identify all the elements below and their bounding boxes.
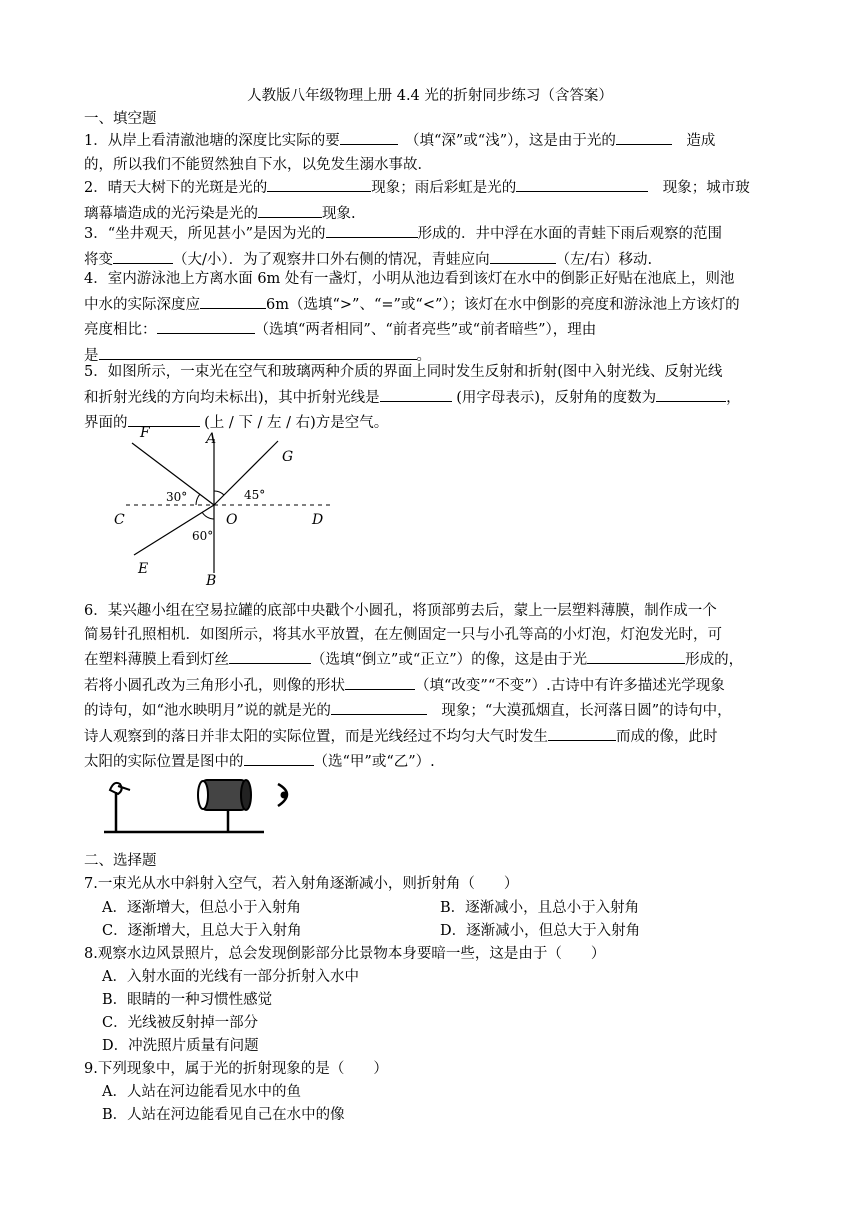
answer-blank[interactable] <box>326 221 418 238</box>
label-F: F <box>140 425 150 441</box>
q6-text: 简易针孔照相机．如图所示，将其水平放置，在左侧固定一只与小孔等高的小灯泡，灯泡发光时，可 <box>84 626 722 643</box>
section-fill-blank-heading: 一、填空题 <box>84 111 157 127</box>
q4-text: 4．室内游泳池上方离水面 6m 处有一盏灯，小明从池边看到该灯在水中的倒影正好贴在池底上，则池 <box>84 271 735 287</box>
question-1 <box>84 128 776 177</box>
q5-text: (用字母表示)，反射角的度数为 <box>456 389 657 406</box>
question-6 <box>84 600 776 775</box>
question-7-stem: 7.一束光从水中斜射入空气，若入射角逐渐减小，则折射角（ ） <box>84 876 519 892</box>
q4-text: 亮度相比： <box>84 322 157 338</box>
angle-60-label: 60° <box>192 529 214 543</box>
option-8B[interactable]: B．眼睛的一种习惯性感觉 <box>102 992 273 1008</box>
q6-text: 诗人观察到的落日并非太阳的实际位置，而是光线经过不均匀大气时发生 <box>84 728 548 745</box>
question-3 <box>84 221 776 272</box>
angle-arc-45 <box>214 491 224 495</box>
q3-text: 3．“坐井观天，所见甚小”是因为光的 <box>84 226 326 242</box>
option-7A[interactable]: A．逐渐增大，但总小于入射角 <box>102 900 301 916</box>
can-film-end <box>241 780 251 810</box>
q6-text: 太阳的实际位置是图中的 <box>84 754 244 770</box>
option-9B[interactable]: B．人站在河边能看见自己在水中的像 <box>102 1107 345 1123</box>
q6-text: （选“甲”或“乙”）. <box>313 754 435 770</box>
question-8-stem: 8.观察水边风景照片，总会发现倒影部分比景物本身要暗一些，这是由于（ ） <box>84 946 606 962</box>
option-8C[interactable]: C．光线被反射掉一部分 <box>102 1015 259 1031</box>
label-E: E <box>138 561 149 577</box>
q2-text: 现象；雨后彩虹是光的 <box>371 180 517 196</box>
answer-blank[interactable] <box>157 317 255 334</box>
question-4 <box>84 268 776 368</box>
pinhole-camera-figure <box>100 768 310 840</box>
q6-text: （填“改变”“不变”）.古诗中有许多描述光学现象 <box>415 677 725 694</box>
answer-blank[interactable] <box>548 724 616 741</box>
q4-text: 中水的实际深度应 <box>84 296 200 313</box>
q3-text: （左/右）移动. <box>555 251 653 268</box>
answer-blank[interactable] <box>587 647 685 664</box>
answer-blank[interactable] <box>200 292 266 309</box>
q2-text: 现象. <box>322 205 356 222</box>
q4-text: 。 <box>416 347 431 364</box>
answer-blank[interactable] <box>656 385 726 402</box>
refraction-diagram <box>108 425 338 590</box>
answer-blank[interactable] <box>258 201 322 218</box>
answer-blank[interactable] <box>113 247 173 264</box>
answer-blank[interactable] <box>380 385 452 402</box>
q4-text: 是 <box>84 347 99 364</box>
answer-blank[interactable] <box>490 247 556 264</box>
option-7C[interactable]: C．逐渐增大，且总大于入射角 <box>102 923 302 939</box>
can-bottom-pinhole <box>198 781 208 809</box>
answer-blank[interactable] <box>340 128 398 145</box>
q3-text: 形成的．井中浮在水面的青蛙下雨后观察的范围 <box>417 226 723 242</box>
q4-text: （选填“两者相同”、“前者亮些”或“前者暗些”），理由 <box>254 322 597 338</box>
angle-30-label: 30° <box>166 490 188 504</box>
label-C: C <box>114 512 125 528</box>
q6-text: 6．某兴趣小组在空易拉罐的底部中央戳个小圆孔，将顶部剪去后，蒙上一层塑料薄膜，制作成一个 <box>84 603 717 619</box>
answer-blank[interactable] <box>345 673 415 690</box>
q5-text: 和折射光线的方向均未标出)，其中折射光线是 <box>84 389 380 406</box>
angle-45-label: 45° <box>244 488 266 502</box>
label-D: D <box>312 512 324 528</box>
label-B: B <box>206 573 217 589</box>
q5-text: 界面的 <box>84 415 128 431</box>
option-8D[interactable]: D．冲洗照片质量有问题 <box>102 1038 259 1054</box>
section-choice-heading: 二、选择题 <box>84 853 157 869</box>
answer-blank[interactable] <box>99 343 417 360</box>
q6-text: 形成的， <box>685 652 744 668</box>
answer-blank[interactable] <box>244 749 314 766</box>
q1-text: 的，所以我们不能贸然独自下水，以免发生溺水事故． <box>84 156 432 173</box>
q6-text: 在塑料薄膜上看到灯丝 <box>84 652 229 668</box>
label-A: A <box>206 431 217 447</box>
q6-text: 而成的像，此时 <box>616 728 718 745</box>
answer-blank[interactable] <box>229 647 311 664</box>
q6-text: 若将小圆孔改为三角形小孔，则像的形状 <box>84 677 345 694</box>
q2-text: 现象；城市玻 <box>662 180 750 196</box>
option-8A[interactable]: A．入射水面的光线有一部分折射入水中 <box>102 969 359 985</box>
q5-text: ， <box>726 389 741 406</box>
q1-text: 1．从岸上看清澈池塘的深度比实际的要 <box>84 133 340 149</box>
angle-arc-30 <box>196 494 200 505</box>
option-7B[interactable]: B．逐渐减小，且总小于入射角 <box>440 900 640 916</box>
answer-blank[interactable] <box>331 698 427 715</box>
q2-text: 璃幕墙造成的光污染是光的 <box>84 205 258 222</box>
q1-text: （填“深”或“浅”），这是由于光的 <box>412 133 616 149</box>
option-9A[interactable]: A．人站在河边能看见水中的鱼 <box>102 1084 301 1100</box>
q4-text: 6m（选填“>”、“=”或“<”）；该灯在水中倒影的亮度和游泳池上方该灯的 <box>266 296 740 313</box>
q5-text: (上 / 下 / 左 / 右)方是空气。 <box>204 415 389 431</box>
q6-text: （选填“倒立”或“正立”）的像，这是由于光 <box>311 652 588 668</box>
page-title: 人教版八年级物理上册 4.4 光的折射同步练习（含答案） <box>247 88 613 104</box>
label-O: O <box>226 512 238 528</box>
q2-text: 2．晴天大树下的光斑是光的 <box>84 180 268 196</box>
q1-text: 造成 <box>686 133 716 149</box>
angle-arc-60 <box>202 512 214 519</box>
answer-blank[interactable] <box>616 128 672 145</box>
label-G: G <box>282 449 294 465</box>
answer-blank[interactable] <box>516 175 648 192</box>
q5-text: 5．如图所示，一束光在空气和玻璃两种介质的界面上同时发生反射和折射(图中入射光线、反射光线 <box>84 364 723 380</box>
question-9-stem: 9.下列现象中，属于光的折射现象的是（ ） <box>84 1061 388 1077</box>
question-2 <box>84 175 776 226</box>
q3-text: 将变 <box>84 251 113 268</box>
answer-blank[interactable] <box>267 175 371 192</box>
q6-text: 现象；“大漠孤烟直，长河落日圆”的诗句中， <box>441 703 732 719</box>
bulb-filament <box>118 786 130 790</box>
option-7D[interactable]: D．逐渐减小，但总大于入射角 <box>440 923 641 939</box>
eye-pupil <box>281 792 288 799</box>
q6-text: 的诗句，如“池水映明月”说的就是光的 <box>84 703 331 719</box>
q3-text: （大/小）．为了观察井口外右侧的情况，青蛙应向 <box>173 251 490 268</box>
bulb-icon <box>110 783 122 794</box>
